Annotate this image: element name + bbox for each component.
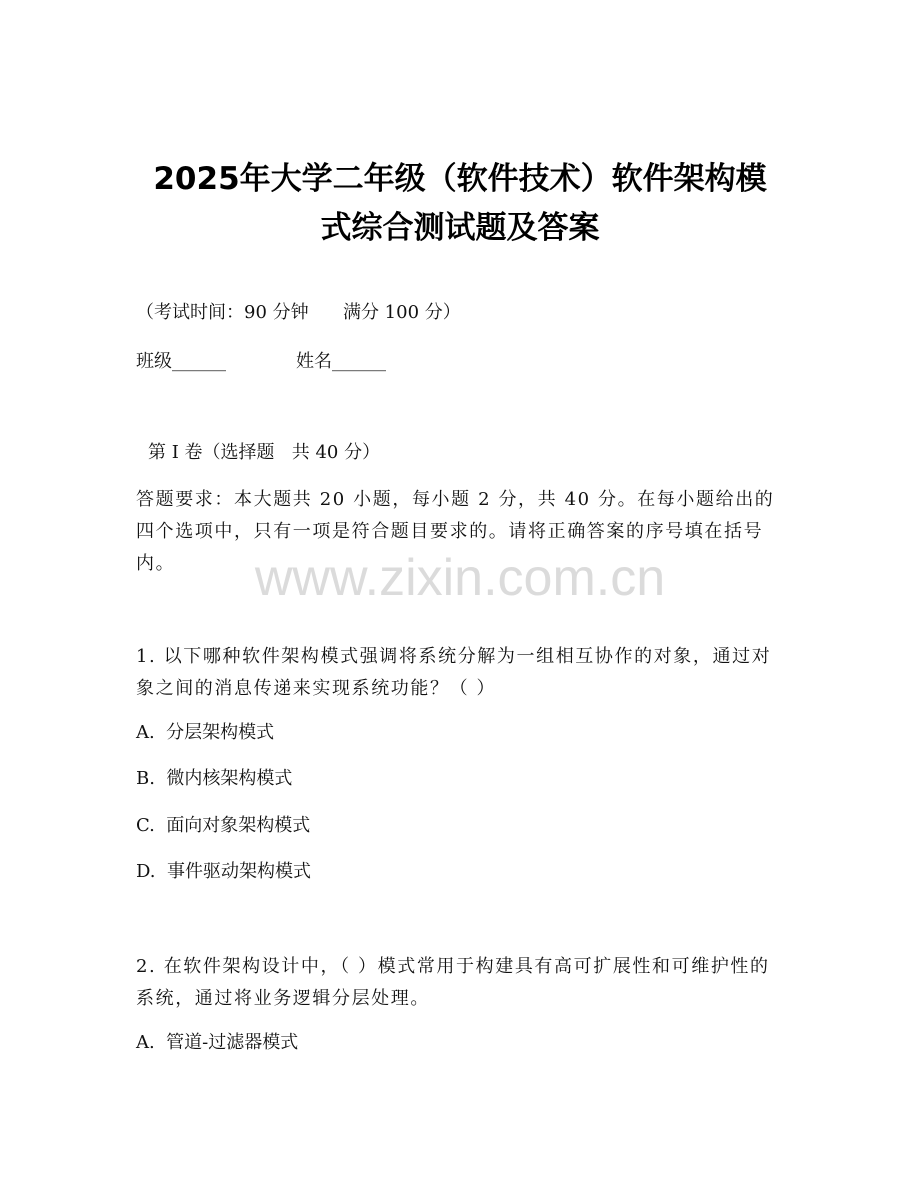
- document-title-line-1: 2025年大学二年级（软件技术）软件架构模: [153, 161, 767, 197]
- question-1-option-c: C. 面向对象架构模式: [136, 815, 311, 836]
- watermark: www.zixin.com.cn: [254, 549, 666, 607]
- question-1-option-d: D. 事件驱动架构模式: [136, 861, 311, 882]
- question-1-stem: 1. 以下哪种软件架构模式强调将系统分解为一组相互协作的对象，通过对象之间的消息传递来实现系统功能？（ ）: [136, 646, 772, 699]
- instructions: 答题要求：本大题共 20 小题，每小题 2 分，共 40 分。在每小题给出的四个选项中，只有一项是符合题目要求的。请将正确答案的序号填在括号内。: [136, 489, 775, 574]
- name-field: 姓名______: [296, 351, 386, 372]
- exam-info: （考试时间：90 分钟 满分 100 分）: [136, 302, 461, 323]
- question-1-option-b: B. 微内核架构模式: [136, 768, 293, 789]
- class-field: 班级______: [136, 351, 226, 372]
- question-1-option-a: A. 分层架构模式: [136, 722, 275, 743]
- question-2-stem: 2. 在软件架构设计中，（ ）模式常用于构建具有高可扩展性和可维护性的系统，通过将业务逻辑分层处理。: [136, 956, 770, 1009]
- question-2-option-a: A. 管道-过滤器模式: [136, 1032, 299, 1053]
- section-heading: 第 I 卷（选择题 共 40 分）: [148, 442, 381, 463]
- document-title-line-2: 式综合测试题及答案: [320, 210, 600, 246]
